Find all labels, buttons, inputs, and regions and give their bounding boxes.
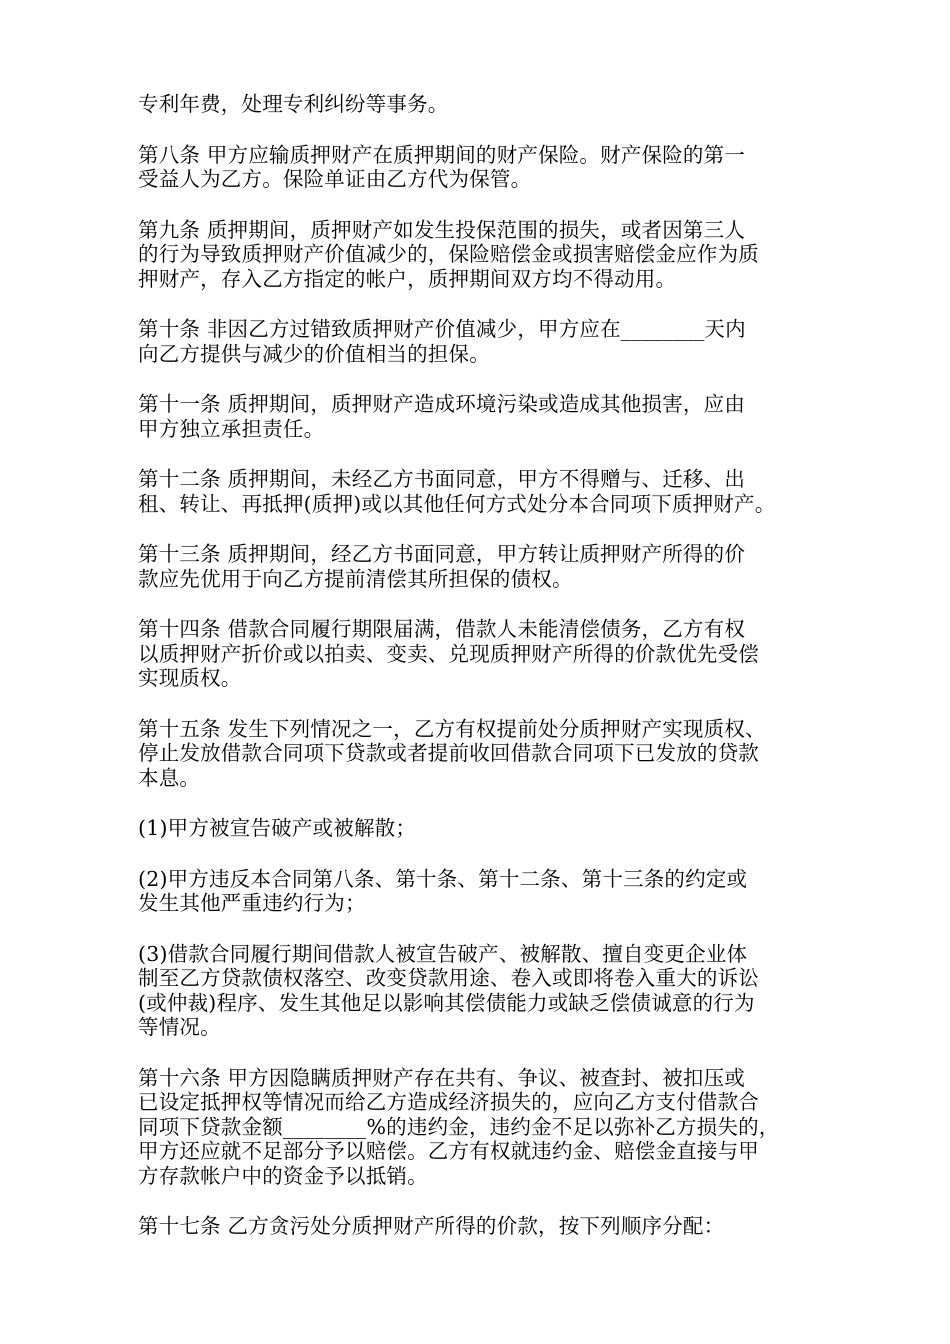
article-16: 第十六条 甲方因隐瞒质押财产存在共有、争议、被查封、被扣压或 已设定抵押权等情况而给乙方造成经济损失的，应向乙方支付借款合 同项下贷款金额________%的违约金，违约金不足以弥补乙方损失的， 甲方还应就不足部分予以赔偿。乙方有权就违约金、赔偿金直接与甲 方存款帐户中的资金予以抵销。 [138, 1065, 780, 1188]
article-12: 第十二条 质押期间，未经乙方书面同意，甲方不得赠与、迁移、出 租、转让、再抵押(质押)或以其他任何方式处分本合同项下质押财产。 [138, 467, 776, 516]
article-17: 第十七条 乙方贪污处分质押财产所得的价款，按下列顺序分配： [138, 1214, 725, 1238]
article-13: 第十三条 质押期间，经乙方书面同意，甲方转让质押财产所得的价 款应先优用于向乙方提前清偿其所担保的债权。 [138, 542, 746, 591]
article-15: 第十五条 发生下列情况之一，乙方有权提前处分质押财产实现质权、 停止发放借款合同项下贷款或者提前收回借款合同项下已发放的贷款 本息。 [138, 716, 766, 790]
article-15-item-2: (2)甲方违反本合同第八条、第十条、第十二条、第十三条的约定或 发生其他严重违约行为； [138, 866, 748, 915]
article-10: 第十条 非因乙方过错致质押财产价值减少，甲方应在________天内 向乙方提供与减少的价值相当的担保。 [138, 317, 746, 366]
article-15-item-3: (3)借款合同履行期间借款人被宣告破产、被解散、擅自变更企业体 制至乙方贷款债权落空、改变贷款用途、卷入或即将卷入重大的诉讼 (或仲裁)程序、发生其他足以影响其偿债能力或缺乏偿债诚意的行为 等情况。 [138, 941, 759, 1039]
article-15-item-1: (1)甲方被宣告破产或被解散； [138, 816, 417, 840]
article-14: 第十四条 借款合同履行期限届满，借款人未能清偿债务，乙方有权 以质押财产折价或以拍卖、变卖、兑现质押财产所得的价款优先受偿 实现质权。 [138, 617, 759, 690]
article-8: 第八条 甲方应输质押财产在质押期间的财产保险。财产保险的第一 受益人为乙方。保险单证由乙方代为保管。 [138, 142, 746, 191]
paragraph-continuation: 专利年费，处理专利纠纷等事务。 [138, 92, 449, 116]
article-9: 第九条 质押期间，质押财产如发生投保范围的损失，或者因第三人 的行为导致质押财产价值减少的，保险赔偿金或损害赔偿金应作为质 押财产，存入乙方指定的帐户，质押期间双方均不得动用。 [138, 217, 759, 291]
article-11: 第十一条 质押期间，质押财产造成环境污染或造成其他损害，应由 甲方独立承担责任。 [138, 392, 746, 441]
